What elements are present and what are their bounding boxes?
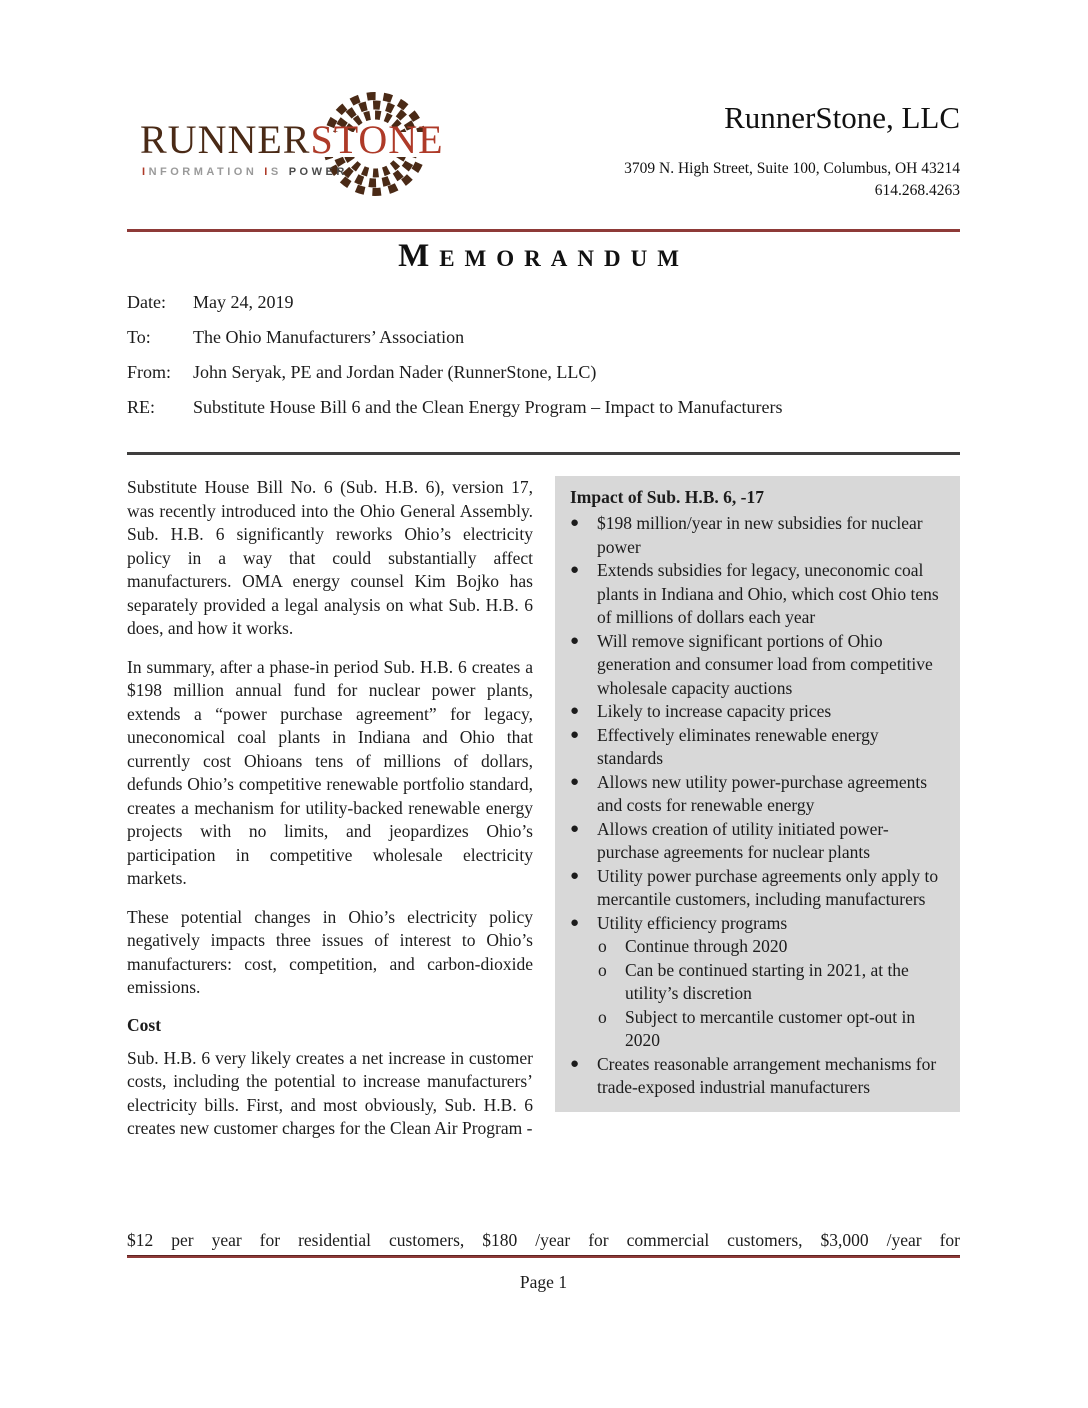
sub-bullet-text: Can be continued starting in 2021, at the utility’s discretion xyxy=(625,959,909,1003)
field-label: From: xyxy=(127,362,172,382)
field-label: Date: xyxy=(127,292,166,312)
tagline-word: S xyxy=(270,166,282,178)
body-paragraph: In summary, after a phase-in period Sub. H.B. 6 creates a $198 million annual fund for nuclear power plants, extends a “power purchase agreement” for legacy, uneconomical coal plants in Indiana and Ohio that currently cost Ohioans tens of millions of dollars, defunds Ohio’s competitive renewable portfolio standard, creates a mechanism for utility-backed renewable energy projects with no limits, and jeopardizes Ohio’s participation in competitive wholesale electricity markets. xyxy=(127,656,533,888)
logo-word-runner: RUNNER xyxy=(140,117,311,162)
field-value: John Seryak, PE and Jordan Nader (RunnerStone, LLC) xyxy=(193,362,597,382)
header-divider-rule xyxy=(127,229,960,232)
runnerstone-logo xyxy=(140,88,444,202)
company-street-address: 3709 N. High Street, Suite 100, Columbus, OH 43214 xyxy=(624,160,960,177)
impact-bullet xyxy=(570,818,947,865)
field-label: RE: xyxy=(127,397,156,417)
logo-tagline xyxy=(142,166,348,178)
sub-bullet-text: Subject to mercantile customer opt-out in 2020 xyxy=(625,1006,916,1050)
tagline-word: NFORMATION xyxy=(148,166,258,178)
memo-field-re xyxy=(127,396,960,418)
bullet-text: $198 million/year in new subsidies for nuclear power xyxy=(597,513,923,557)
impact-bullet xyxy=(570,771,947,818)
bullet-icon: ● xyxy=(570,726,580,743)
impact-bullet xyxy=(570,865,947,912)
bullet-icon: ● xyxy=(570,1055,580,1072)
impact-sub-bullet xyxy=(570,1006,947,1053)
body-text-column xyxy=(127,476,533,1156)
bullet-icon: ● xyxy=(570,867,580,884)
bullet-icon: ● xyxy=(570,632,580,649)
memo-field-to xyxy=(127,326,960,348)
tagline-i-bar: I xyxy=(142,166,149,178)
impact-bullet xyxy=(570,630,947,701)
memo-field-from xyxy=(127,361,960,383)
sub-bullet-text: Continue through 2020 xyxy=(625,936,788,956)
impact-sub-bullet xyxy=(570,959,947,1006)
bullet-text: Effectively eliminates renewable energy standards xyxy=(597,724,879,768)
bullet-text: Creates reasonable arrangement mechanisms for trade-exposed industrial manufacturers xyxy=(597,1053,937,1097)
impact-bullet xyxy=(570,512,947,559)
bullet-icon: ● xyxy=(570,820,580,837)
fields-divider-rule xyxy=(127,452,960,455)
bullet-text: Extends subsidies for legacy, uneconomic coal plants in Indiana and Ohio, which cost Ohio tens of millions of dollars each year xyxy=(597,560,939,627)
bullet-icon: ● xyxy=(570,773,580,790)
sub-bullet-icon: o xyxy=(598,959,607,980)
bullet-icon: ● xyxy=(570,562,580,578)
impact-bullet xyxy=(570,724,947,771)
field-value: The Ohio Manufacturers’ Association xyxy=(193,327,465,347)
bullet-text: Utility efficiency programs xyxy=(597,912,788,933)
bullet-text: Allows new utility power-purchase agreements and costs for renewable energy xyxy=(597,771,928,815)
cost-section-heading: Cost xyxy=(127,1014,162,1035)
impact-bullet xyxy=(570,912,947,936)
bullet-text: Utility power purchase agreements only apply to mercantile customers, including manufacturers xyxy=(597,865,939,909)
impact-bullet xyxy=(570,700,947,724)
bullet-text: Allows creation of utility initiated power-purchase agreements for nuclear plants xyxy=(597,818,889,862)
body-paragraph: Sub. H.B. 6 very likely creates a net increase in customer costs, including the potential to increase manufacturers’ electricity bills. First, and most obviously, Sub. H.B. 6 creates new customer charges for the Clean Air Program - xyxy=(127,1047,533,1138)
body-continuation-line: $12 per year for residential customers, $180 /year for commercial customers, $3,000 /year for xyxy=(127,1230,960,1250)
memo-body xyxy=(127,476,960,1156)
impact-bullet xyxy=(570,559,947,630)
impact-bullet xyxy=(570,1053,947,1100)
tagline-word-power: POWER xyxy=(288,166,348,178)
bullet-icon: ● xyxy=(570,515,580,531)
memo-field-date xyxy=(127,291,960,313)
tagline-i-bar: I xyxy=(264,166,271,178)
impact-box-title: Impact of Sub. H.B. 6, -17 xyxy=(570,487,764,507)
sub-bullet-icon: o xyxy=(598,936,607,956)
bullet-text: Will remove significant portions of Ohio generation and consumer load from competitive wholesale capacity auctions xyxy=(597,630,933,698)
company-address-block xyxy=(624,158,960,202)
company-name: RunnerStone, LLC xyxy=(724,100,960,135)
impact-sub-bullet xyxy=(570,935,947,959)
body-paragraph: These potential changes in Ohio’s electricity policy negatively impacts three issues of interest to Ohio’s manufacturers: cost, competition, and carbon-dioxide emissions. xyxy=(127,906,533,997)
page-number: Page 1 xyxy=(519,1272,568,1292)
field-value: May 24, 2019 xyxy=(193,292,294,312)
field-label: To: xyxy=(127,327,151,347)
field-value: Substitute House Bill 6 and the Clean Energy Program – Impact to Manufacturers xyxy=(193,397,783,417)
bullet-icon: ● xyxy=(570,703,580,719)
sub-bullet-icon: o xyxy=(598,1006,607,1027)
company-phone: 614.268.4263 xyxy=(874,182,960,199)
logo-wordmark xyxy=(140,117,444,162)
bullet-text: Likely to increase capacity prices xyxy=(597,701,832,721)
impact-summary-box xyxy=(555,476,960,1112)
bullet-icon: ● xyxy=(570,914,580,931)
body-paragraph: Substitute House Bill No. 6 (Sub. H.B. 6), version 17, was recently introduced into the Ohio General Assembly. Sub. H.B. 6 significantly reworks Ohio’s electricity policy in a way that could substantially affect manufacturers. OMA energy counsel Kim Bojko has separately provided a legal analysis on what Sub. H.B. 6 does, and how it works. xyxy=(127,477,533,638)
memo-title: Memorandum xyxy=(398,238,689,274)
logo-word-stone: STONE xyxy=(310,117,444,162)
footer-divider-rule xyxy=(127,1255,960,1258)
memo-fields xyxy=(127,291,960,431)
